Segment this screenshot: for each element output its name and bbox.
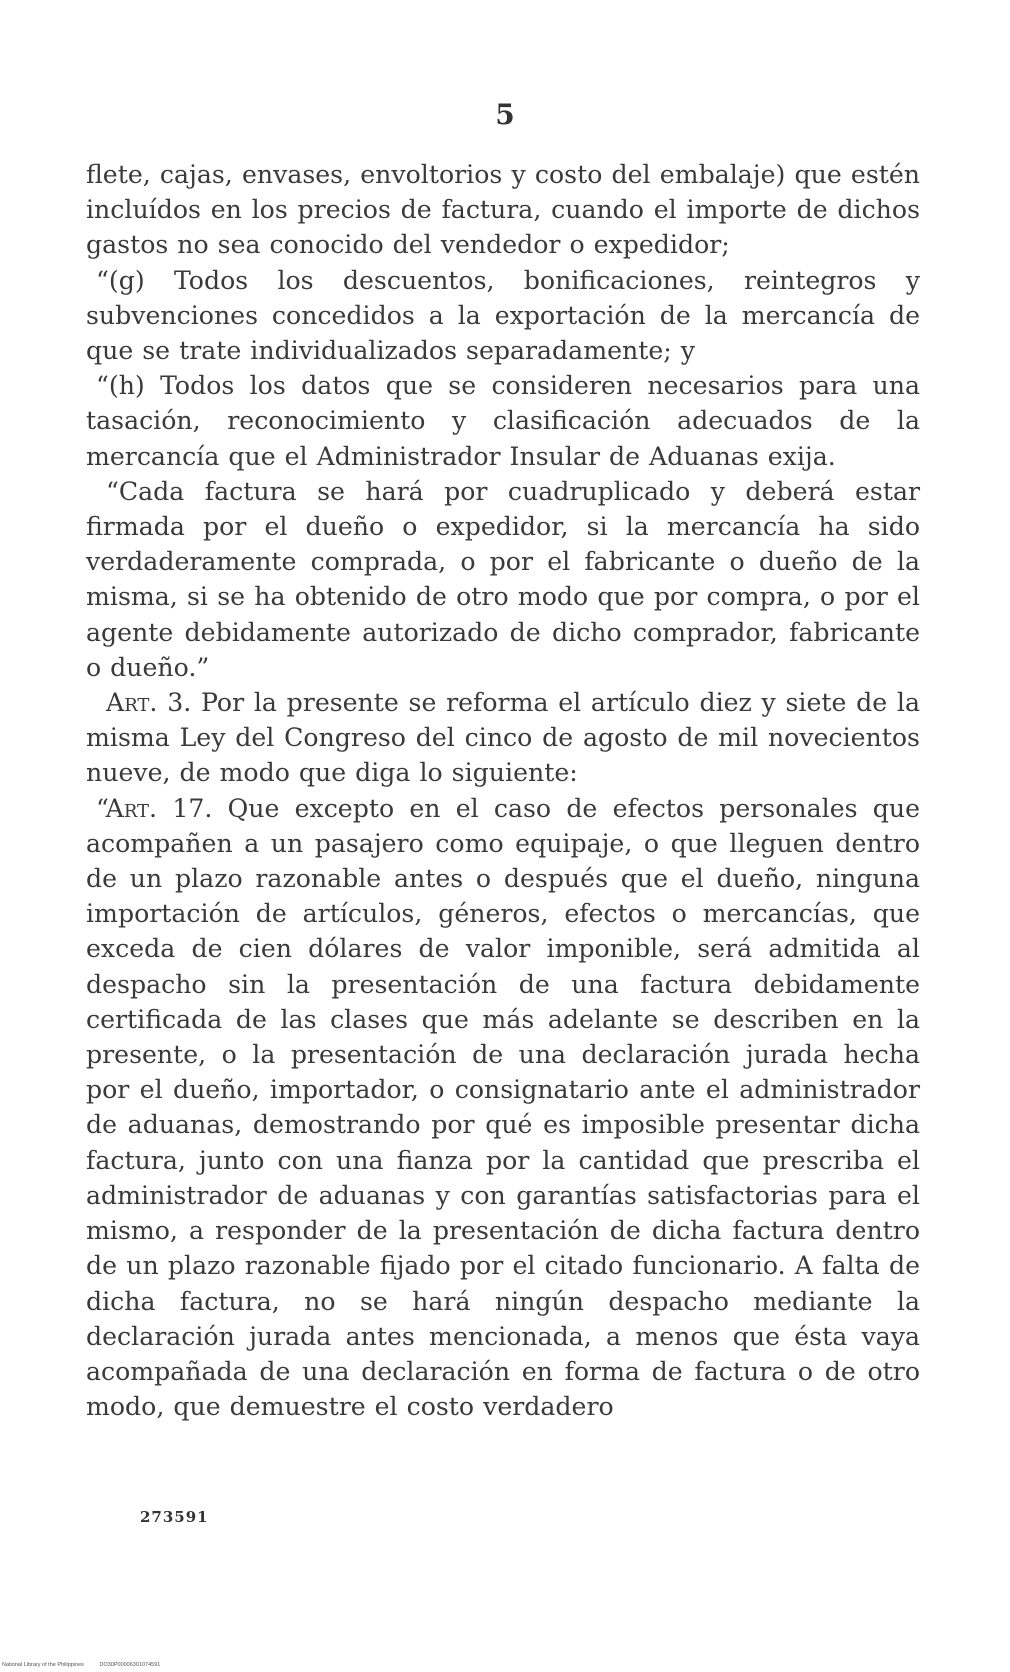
footer-code: DO30P00006301074591 (99, 1662, 161, 1668)
paragraph-continuation: flete, cajas, envases, envoltorios y costo del embalaje) que estén incluídos en los precios de factura, cuando el importe de dichos gastos no sea conocido del vendedor o expedidor; (86, 160, 920, 260)
art-17-label: “Art. (96, 793, 158, 823)
signature-mark: 273591 (140, 1508, 209, 1526)
art-3-text: 3. Por la presente se reforma el artículo diez y siete de la misma Ley del Congreso del cinco de agosto de mil novecientos nueve, de modo que diga lo siguiente: (86, 688, 920, 788)
paragraph-item-h: “(h) Todos los datos que se consideren necesarios para una tasación, reconocimiento y clasificación adecuados de la mercancía que el Administrador Insular de Aduanas exija. (86, 371, 920, 471)
footer (2, 1662, 174, 1668)
paragraph-factura: “Cada factura se hará por cuadruplicado y deberá estar firmada por el dueño o expedidor, si la mercancía ha sido verdaderamente comprada, o por el fabricante o dueño de la misma, si se ha obtenido de otro modo que por compra, o por el agente debidamente autorizado de dicho comprador, fabricante o dueño.” (86, 476, 920, 682)
page-number: 5 (495, 98, 515, 131)
footer-library: National Library of the Philippines (2, 1662, 84, 1668)
art-3-label: Art. (106, 688, 158, 718)
paragraph-item-g: “(g) Todos los descuentos, bonificaciones, reintegros y subvenciones concedidos a la exportación de la mercancía de que se trate individualizados separadamente; y (86, 265, 920, 366)
paragraph-art-17 (86, 791, 920, 1425)
body-text (86, 157, 920, 1424)
art-17-text: 17. Que excepto en el caso de efectos personales que acompañen a un pasajero como equipaje, o que lleguen dentro de un plazo razonable antes o después que el dueño, ninguna importación de artículos, géneros, efectos o mercancías, que exceda de cien dólares de valor imponible, será admitida al despacho sin la presentación de una factura debidamente certificada de las clases que más adelante se describen en la presente, o la presentación de una declaración jurada hecha por el dueño, importador, o consignatario ante el administrador de aduanas, demostrando por qué es imposible presentar dicha factura, junto con una fianza por la cantidad que prescriba el administrador de aduanas y con garantías satisfactorias para el mismo, a responder de la presentación de dicha factura dentro de un plazo razonable fijado por el citado funcionario. A falta de dicha factura, no se hará ningún despacho mediante la declaración jurada antes mencionada, a menos que ésta vaya acompañada de una declaración en forma de factura o de otro modo, que demuestre el costo verdadero (86, 793, 920, 1422)
paragraph-art-3 (86, 685, 920, 791)
